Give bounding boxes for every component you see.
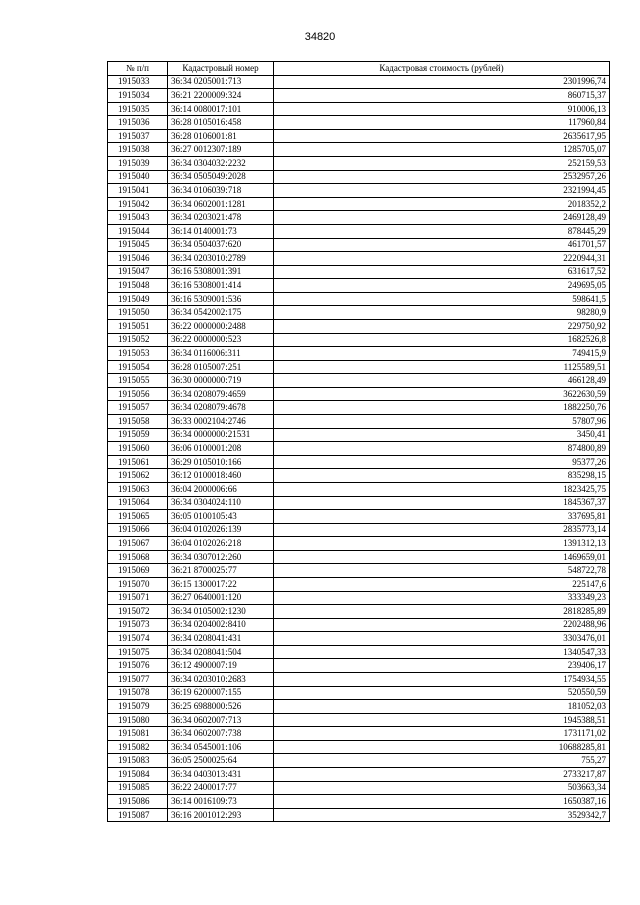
table-row bbox=[108, 523, 610, 537]
cadastral-value-cell: 2818285,89 bbox=[274, 605, 610, 619]
cadastral-value-cell: 1882250,76 bbox=[274, 401, 610, 415]
table-row bbox=[108, 129, 610, 143]
row-number-cell: 1915078 bbox=[108, 686, 168, 700]
row-number-cell: 1915043 bbox=[108, 211, 168, 225]
cadastral-number-cell: 36:28 0105007:251 bbox=[168, 360, 274, 374]
table-row bbox=[108, 605, 610, 619]
cadastral-value-cell: 598641,5 bbox=[274, 292, 610, 306]
table-row bbox=[108, 727, 610, 741]
row-number-cell: 1915080 bbox=[108, 713, 168, 727]
row-number-cell: 1915033 bbox=[108, 75, 168, 89]
row-number-cell: 1915062 bbox=[108, 469, 168, 483]
row-number-cell: 1915056 bbox=[108, 387, 168, 401]
cadastral-number-cell: 36:34 0203010:2683 bbox=[168, 673, 274, 687]
table-row bbox=[108, 387, 610, 401]
cadastral-value-cell: 1340547,33 bbox=[274, 645, 610, 659]
table-header-row bbox=[108, 62, 610, 76]
table-row bbox=[108, 713, 610, 727]
table-row bbox=[108, 89, 610, 103]
cadastral-number-cell: 36:34 0602007:738 bbox=[168, 727, 274, 741]
table-row bbox=[108, 184, 610, 198]
table-row bbox=[108, 591, 610, 605]
cadastral-number-cell: 36:14 0080017:101 bbox=[168, 102, 274, 116]
row-number-cell: 1915036 bbox=[108, 116, 168, 130]
cadastral-value-cell: 1731171,02 bbox=[274, 727, 610, 741]
cadastral-number-cell: 36:30 0000000:719 bbox=[168, 374, 274, 388]
cadastral-value-cell: 2733217,87 bbox=[274, 768, 610, 782]
cadastral-number-cell: 36:34 0307012:260 bbox=[168, 550, 274, 564]
cadastral-value-cell: 466128,49 bbox=[274, 374, 610, 388]
table-row bbox=[108, 75, 610, 89]
table-row bbox=[108, 455, 610, 469]
cadastral-number-cell: 36:34 0304024:110 bbox=[168, 496, 274, 510]
cadastral-value-cell: 1945388,51 bbox=[274, 713, 610, 727]
row-number-cell: 1915039 bbox=[108, 157, 168, 171]
row-number-cell: 1915082 bbox=[108, 740, 168, 754]
row-number-cell: 1915064 bbox=[108, 496, 168, 510]
table-row bbox=[108, 673, 610, 687]
table-row bbox=[108, 157, 610, 171]
cadastral-number-cell: 36:06 0100001:208 bbox=[168, 442, 274, 456]
table-row bbox=[108, 374, 610, 388]
row-number-cell: 1915066 bbox=[108, 523, 168, 537]
cadastral-value-cell: 1469659,01 bbox=[274, 550, 610, 564]
cadastral-value-cell: 835298,15 bbox=[274, 469, 610, 483]
table-row bbox=[108, 482, 610, 496]
cadastral-number-cell: 36:34 0106039:718 bbox=[168, 184, 274, 198]
table-row bbox=[108, 795, 610, 809]
table-row bbox=[108, 577, 610, 591]
table-row bbox=[108, 550, 610, 564]
table-row bbox=[108, 238, 610, 252]
table-row bbox=[108, 700, 610, 714]
row-number-cell: 1915074 bbox=[108, 632, 168, 646]
row-number-cell: 1915049 bbox=[108, 292, 168, 306]
cadastral-value-cell: 2202488,96 bbox=[274, 618, 610, 632]
row-number-cell: 1915065 bbox=[108, 510, 168, 524]
header-cadastral-number: Кадастровый номер bbox=[168, 62, 274, 76]
row-number-cell: 1915048 bbox=[108, 279, 168, 293]
cadastral-value-cell: 874800,89 bbox=[274, 442, 610, 456]
row-number-cell: 1915070 bbox=[108, 577, 168, 591]
cadastral-value-cell: 2835773,14 bbox=[274, 523, 610, 537]
cadastral-number-cell: 36:34 0203010:2789 bbox=[168, 252, 274, 266]
table-row bbox=[108, 496, 610, 510]
cadastral-number-cell: 36:34 0545001:106 bbox=[168, 740, 274, 754]
cadastral-number-cell: 36:28 0105016:458 bbox=[168, 116, 274, 130]
cadastral-number-cell: 36:34 0602001:1281 bbox=[168, 197, 274, 211]
cadastral-number-cell: 36:14 0016109:73 bbox=[168, 795, 274, 809]
cadastral-value-cell: 2018352,2 bbox=[274, 197, 610, 211]
cadastral-value-cell: 2220944,31 bbox=[274, 252, 610, 266]
cadastral-value-cell: 461701,57 bbox=[274, 238, 610, 252]
table-row bbox=[108, 116, 610, 130]
row-number-cell: 1915068 bbox=[108, 550, 168, 564]
cadastral-number-cell: 36:34 0504037:620 bbox=[168, 238, 274, 252]
table-row bbox=[108, 102, 610, 116]
cadastral-value-cell: 3450,41 bbox=[274, 428, 610, 442]
table-row bbox=[108, 442, 610, 456]
cadastral-value-cell: 2321994,45 bbox=[274, 184, 610, 198]
cadastral-number-cell: 36:05 0100105:43 bbox=[168, 510, 274, 524]
cadastral-value-cell: 1285705,07 bbox=[274, 143, 610, 157]
cadastral-value-cell: 1682526,8 bbox=[274, 333, 610, 347]
table-row bbox=[108, 279, 610, 293]
cadastral-value-cell: 2301996,74 bbox=[274, 75, 610, 89]
row-number-cell: 1915085 bbox=[108, 781, 168, 795]
table-row bbox=[108, 808, 610, 822]
cadastral-value-cell: 117960,84 bbox=[274, 116, 610, 130]
table-row bbox=[108, 252, 610, 266]
cadastral-value-cell: 1125589,51 bbox=[274, 360, 610, 374]
cadastral-value-cell: 1845367,37 bbox=[274, 496, 610, 510]
table-row bbox=[108, 564, 610, 578]
cadastral-value-cell: 1650387,16 bbox=[274, 795, 610, 809]
row-number-cell: 1915076 bbox=[108, 659, 168, 673]
cadastral-number-cell: 36:34 0205001:713 bbox=[168, 75, 274, 89]
table-row bbox=[108, 632, 610, 646]
cadastral-value-cell: 95377,26 bbox=[274, 455, 610, 469]
cadastral-value-cell: 333349,23 bbox=[274, 591, 610, 605]
page-number: 34820 bbox=[304, 31, 336, 43]
cadastral-value-cell: 225147,6 bbox=[274, 577, 610, 591]
row-number-cell: 1915072 bbox=[108, 605, 168, 619]
table-row bbox=[108, 170, 610, 184]
cadastral-number-cell: 36:34 0403013:431 bbox=[168, 768, 274, 782]
table-row bbox=[108, 197, 610, 211]
table-row bbox=[108, 659, 610, 673]
cadastral-number-cell: 36:22 0000000:2488 bbox=[168, 319, 274, 333]
cadastral-number-cell: 36:21 8700025:77 bbox=[168, 564, 274, 578]
table-row bbox=[108, 415, 610, 429]
cadastral-number-cell: 36:34 0000000:21531 bbox=[168, 428, 274, 442]
row-number-cell: 1915058 bbox=[108, 415, 168, 429]
cadastral-number-cell: 36:33 0002104:2746 bbox=[168, 415, 274, 429]
cadastral-number-cell: 36:34 0208079:4678 bbox=[168, 401, 274, 415]
cadastral-value-cell: 98280,9 bbox=[274, 306, 610, 320]
table-row bbox=[108, 211, 610, 225]
cadastral-number-cell: 36:12 0100018:460 bbox=[168, 469, 274, 483]
row-number-cell: 1915069 bbox=[108, 564, 168, 578]
table-row bbox=[108, 469, 610, 483]
table-row bbox=[108, 333, 610, 347]
cadastral-number-cell: 36:16 2001012:293 bbox=[168, 808, 274, 822]
cadastral-number-cell: 36:34 0208041:431 bbox=[168, 632, 274, 646]
cadastral-number-cell: 36:34 0208079:4659 bbox=[168, 387, 274, 401]
cadastral-number-cell: 36:34 0505049:2028 bbox=[168, 170, 274, 184]
cadastral-number-cell: 36:21 2200009:324 bbox=[168, 89, 274, 103]
cadastral-value-cell: 249695,05 bbox=[274, 279, 610, 293]
row-number-cell: 1915047 bbox=[108, 265, 168, 279]
cadastral-number-cell: 36:34 0204002:8410 bbox=[168, 618, 274, 632]
row-number-cell: 1915079 bbox=[108, 700, 168, 714]
row-number-cell: 1915035 bbox=[108, 102, 168, 116]
row-number-cell: 1915037 bbox=[108, 129, 168, 143]
cadastral-number-cell: 36:34 0542002:175 bbox=[168, 306, 274, 320]
cadastral-value-cell: 1754934,55 bbox=[274, 673, 610, 687]
cadastral-number-cell: 36:04 0102026:218 bbox=[168, 537, 274, 551]
cadastral-number-cell: 36:27 0012307:189 bbox=[168, 143, 274, 157]
row-number-cell: 1915063 bbox=[108, 482, 168, 496]
row-number-cell: 1915042 bbox=[108, 197, 168, 211]
cadastral-value-cell: 860715,37 bbox=[274, 89, 610, 103]
row-number-cell: 1915052 bbox=[108, 333, 168, 347]
row-number-cell: 1915034 bbox=[108, 89, 168, 103]
cadastral-value-cell: 252159,53 bbox=[274, 157, 610, 171]
row-number-cell: 1915061 bbox=[108, 455, 168, 469]
cadastral-number-cell: 36:34 0304032:2232 bbox=[168, 157, 274, 171]
table-row bbox=[108, 224, 610, 238]
cadastral-value-cell: 755,27 bbox=[274, 754, 610, 768]
cadastral-number-cell: 36:34 0208041:504 bbox=[168, 645, 274, 659]
cadastral-number-cell: 36:05 2500025:64 bbox=[168, 754, 274, 768]
cadastral-number-cell: 36:19 6200007:155 bbox=[168, 686, 274, 700]
row-number-cell: 1915040 bbox=[108, 170, 168, 184]
table-row bbox=[108, 347, 610, 361]
cadastral-value-cell: 239406,17 bbox=[274, 659, 610, 673]
row-number-cell: 1915041 bbox=[108, 184, 168, 198]
row-number-cell: 1915083 bbox=[108, 754, 168, 768]
cadastral-number-cell: 36:22 2400017:77 bbox=[168, 781, 274, 795]
table-row bbox=[108, 428, 610, 442]
cadastral-value-cell: 10688285,81 bbox=[274, 740, 610, 754]
table-row bbox=[108, 510, 610, 524]
row-number-cell: 1915075 bbox=[108, 645, 168, 659]
row-number-cell: 1915057 bbox=[108, 401, 168, 415]
cadastral-value-cell: 57807,96 bbox=[274, 415, 610, 429]
cadastral-value-cell: 910006,13 bbox=[274, 102, 610, 116]
cadastral-number-cell: 36:29 0105010:166 bbox=[168, 455, 274, 469]
cadastral-value-cell: 3529342,7 bbox=[274, 808, 610, 822]
cadastral-number-cell: 36:34 0116006:311 bbox=[168, 347, 274, 361]
cadastral-number-cell: 36:04 2000006:66 bbox=[168, 482, 274, 496]
header-row-number: № п/п bbox=[108, 62, 168, 76]
cadastral-value-cell: 229750,92 bbox=[274, 319, 610, 333]
cadastral-value-cell: 3622630,59 bbox=[274, 387, 610, 401]
table-row bbox=[108, 306, 610, 320]
cadastral-value-cell: 548722,78 bbox=[274, 564, 610, 578]
table-row bbox=[108, 645, 610, 659]
row-number-cell: 1915059 bbox=[108, 428, 168, 442]
cadastral-number-cell: 36:34 0602007:713 bbox=[168, 713, 274, 727]
table-row bbox=[108, 686, 610, 700]
row-number-cell: 1915054 bbox=[108, 360, 168, 374]
cadastral-number-cell: 36:12 4900007:19 bbox=[168, 659, 274, 673]
cadastral-number-cell: 36:34 0203021:478 bbox=[168, 211, 274, 225]
table-row bbox=[108, 319, 610, 333]
table-row bbox=[108, 768, 610, 782]
cadastral-number-cell: 36:14 0140001:73 bbox=[168, 224, 274, 238]
cadastral-value-cell: 631617,52 bbox=[274, 265, 610, 279]
row-number-cell: 1915046 bbox=[108, 252, 168, 266]
cadastral-value-cell: 337695,81 bbox=[274, 510, 610, 524]
cadastral-value-table bbox=[107, 61, 610, 822]
cadastral-value-cell: 1391312,13 bbox=[274, 537, 610, 551]
cadastral-value-cell: 878445,29 bbox=[274, 224, 610, 238]
row-number-cell: 1915077 bbox=[108, 673, 168, 687]
row-number-cell: 1915038 bbox=[108, 143, 168, 157]
cadastral-value-cell: 749415,9 bbox=[274, 347, 610, 361]
table-row bbox=[108, 265, 610, 279]
row-number-cell: 1915044 bbox=[108, 224, 168, 238]
table-row bbox=[108, 537, 610, 551]
cadastral-number-cell: 36:28 0106001:81 bbox=[168, 129, 274, 143]
cadastral-number-cell: 36:25 6988000:526 bbox=[168, 700, 274, 714]
cadastral-number-cell: 36:27 0640001:120 bbox=[168, 591, 274, 605]
cadastral-number-cell: 36:34 0105002:1230 bbox=[168, 605, 274, 619]
cadastral-value-cell: 1823425,75 bbox=[274, 482, 610, 496]
row-number-cell: 1915051 bbox=[108, 319, 168, 333]
table-row bbox=[108, 618, 610, 632]
cadastral-number-cell: 36:04 0102026:139 bbox=[168, 523, 274, 537]
cadastral-value-cell: 520550,59 bbox=[274, 686, 610, 700]
row-number-cell: 1915071 bbox=[108, 591, 168, 605]
row-number-cell: 1915073 bbox=[108, 618, 168, 632]
row-number-cell: 1915067 bbox=[108, 537, 168, 551]
table-row bbox=[108, 754, 610, 768]
cadastral-number-cell: 36:15 1300017:22 bbox=[168, 577, 274, 591]
cadastral-number-cell: 36:22 0000000:523 bbox=[168, 333, 274, 347]
cadastral-number-cell: 36:16 5308001:391 bbox=[168, 265, 274, 279]
table-row bbox=[108, 781, 610, 795]
row-number-cell: 1915055 bbox=[108, 374, 168, 388]
cadastral-value-cell: 3303476,01 bbox=[274, 632, 610, 646]
cadastral-number-cell: 36:16 5308001:414 bbox=[168, 279, 274, 293]
cadastral-value-cell: 181052,03 bbox=[274, 700, 610, 714]
table-row bbox=[108, 360, 610, 374]
cadastral-value-cell: 2635617,95 bbox=[274, 129, 610, 143]
header-cadastral-value: Кадастровая стоимость (рублей) bbox=[274, 62, 610, 76]
row-number-cell: 1915053 bbox=[108, 347, 168, 361]
cadastral-value-cell: 2469128,49 bbox=[274, 211, 610, 225]
cadastral-value-cell: 2532957,26 bbox=[274, 170, 610, 184]
row-number-cell: 1915087 bbox=[108, 808, 168, 822]
table-row bbox=[108, 143, 610, 157]
cadastral-number-cell: 36:16 5309001:536 bbox=[168, 292, 274, 306]
table-row bbox=[108, 292, 610, 306]
cadastral-value-cell: 503663,34 bbox=[274, 781, 610, 795]
row-number-cell: 1915086 bbox=[108, 795, 168, 809]
row-number-cell: 1915084 bbox=[108, 768, 168, 782]
row-number-cell: 1915060 bbox=[108, 442, 168, 456]
row-number-cell: 1915050 bbox=[108, 306, 168, 320]
row-number-cell: 1915045 bbox=[108, 238, 168, 252]
table-row bbox=[108, 401, 610, 415]
row-number-cell: 1915081 bbox=[108, 727, 168, 741]
table-row bbox=[108, 740, 610, 754]
